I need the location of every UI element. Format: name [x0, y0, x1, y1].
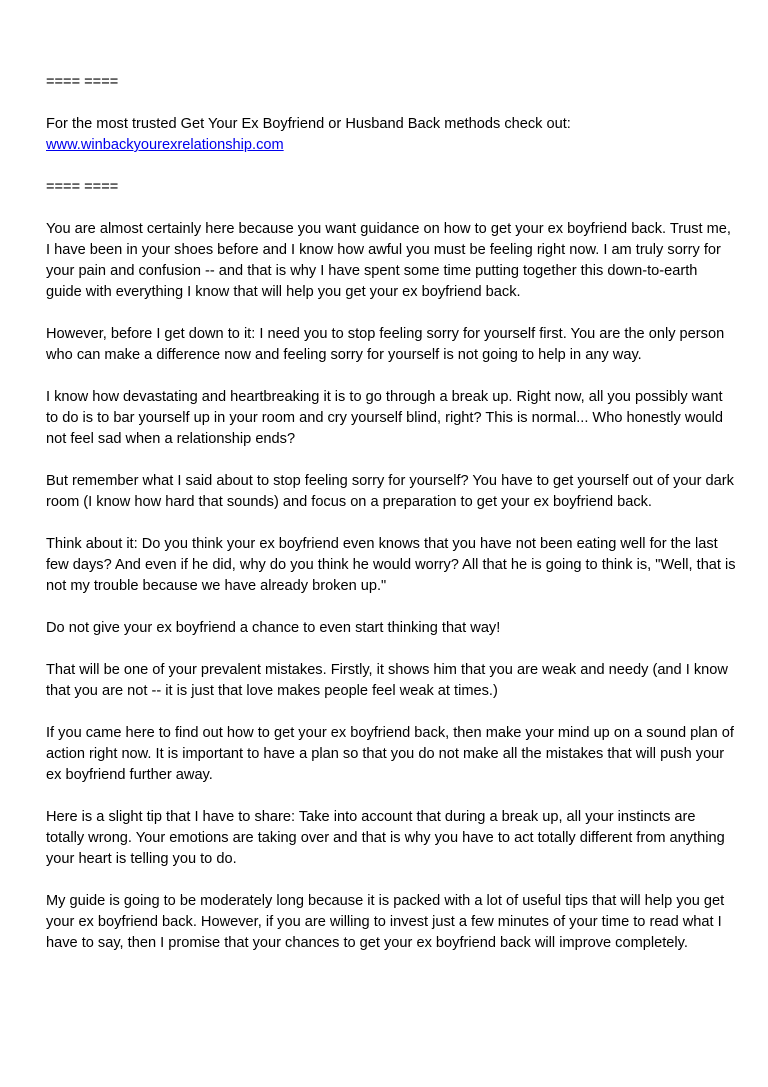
- paragraph-3: I know how devastating and heartbreaking it is to go through a break up. Right now, all you possibly want to do is to bar yourself up in your room and cry yourself blind, right? This is normal... Who honestly would not feel sad when a relationship ends?: [46, 389, 724, 447]
- paragraph-8: If you came here to find out how to get your ex boyfriend back, then make your mind up on a sound plan of action right now. It is important to have a plan so that you do not make all the mistakes that will push your ex boyfriend further away.: [46, 725, 734, 783]
- paragraph-4: But remember what I said about to stop feeling sorry for yourself? You have to get yourself out of your dark room (I know how hard that sounds) and focus on a preparation to get your ex boyfriend back.: [46, 473, 734, 510]
- promo-link[interactable]: www.winbackyourexrelationship.com: [46, 137, 284, 153]
- paragraph-5: Think about it: Do you think your ex boyfriend even knows that you have not been eating well for the last few days? And even if he did, why do you think he would worry? All that he is going to think is, "Well, that is not my trouble because we have already broken up.": [46, 536, 736, 594]
- paragraph-2: However, before I get down to it: I need you to stop feeling sorry for yourself first. You are the only person who can make a difference now and feeling sorry for yourself is not going to help in any way.: [46, 326, 725, 363]
- separator-bottom: ==== ====: [46, 179, 119, 195]
- paragraph-9: Here is a slight tip that I have to share: Take into account that during a break up, all your instincts are totally wrong. Your emotions are taking over and that is why you have to act totally different from anything your heart is telling you to do.: [46, 809, 725, 867]
- separator-top: ==== ====: [46, 74, 119, 90]
- promo-block: [46, 114, 736, 156]
- paragraph-7: That will be one of your prevalent mistakes. Firstly, it shows him that you are weak and needy (and I know that you are not -- it is just that love makes people feel weak at times.): [46, 662, 728, 699]
- paragraph-10: My guide is going to be moderately long because it is packed with a lot of useful tips that will help you get your ex boyfriend back. However, if you are willing to invest just a few minutes of your time to read what I have to say, then I promise that your chances to get your ex boyfriend back will improve completely.: [46, 893, 725, 951]
- paragraph-6: Do not give your ex boyfriend a chance to even start thinking that way!: [46, 620, 501, 636]
- document-page: [46, 72, 736, 975]
- paragraph-1: You are almost certainly here because you want guidance on how to get your ex boyfriend back. Trust me, I have been in your shoes before and I know how awful you must be feeling right now. I am truly sorry for your pain and confusion -- and that is why I have spent some time putting together this down-to-earth guide with everything I know that will help you get your ex boyfriend back.: [46, 221, 731, 300]
- promo-line: For the most trusted Get Your Ex Boyfriend or Husband Back methods check out:: [46, 116, 571, 132]
